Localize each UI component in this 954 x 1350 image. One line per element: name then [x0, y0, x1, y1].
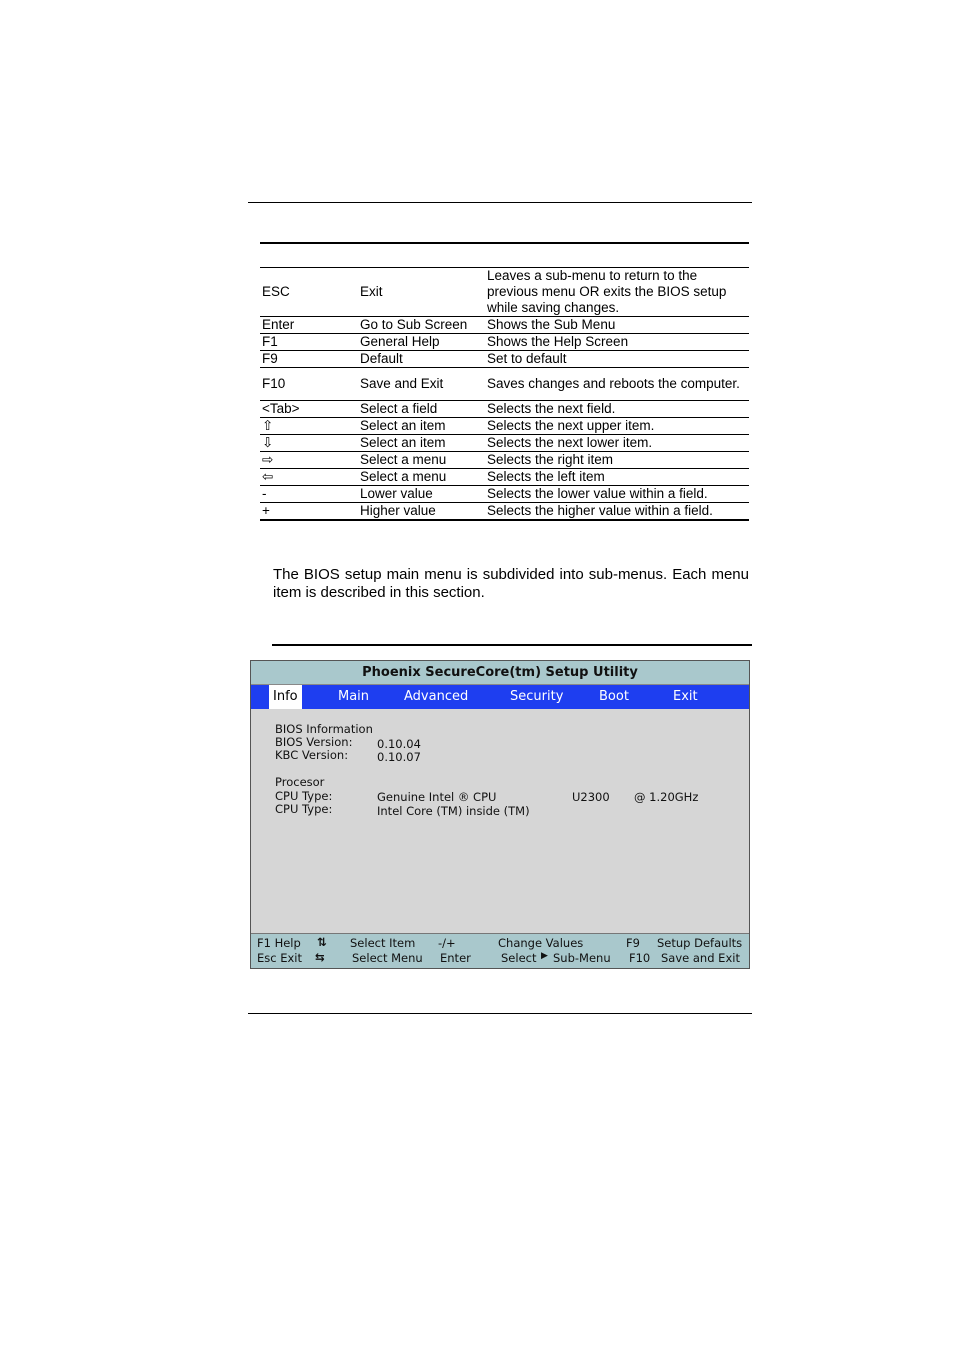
- table-row: [260, 452, 749, 469]
- footer-save-and-exit: Save and Exit: [661, 951, 740, 965]
- section-rule: [272, 644, 752, 646]
- keys-table: [260, 267, 749, 521]
- kbc-version-label: KBC Version:: [275, 748, 349, 762]
- bios-version-value: 0.10.04: [377, 737, 421, 751]
- footer-setup-defaults: Setup Defaults: [657, 936, 743, 950]
- key-cell: F10: [260, 368, 358, 401]
- description-cell: Set to default: [485, 351, 749, 368]
- footer-change-values: Change Values: [498, 936, 584, 950]
- function-cell: Save and Exit: [358, 368, 485, 401]
- footer-select-menu: Select Menu: [352, 951, 423, 965]
- cpu-type-value-2: Intel Core (TM) inside (TM): [377, 804, 530, 818]
- cpu-speed: @ 1.20GHz: [634, 790, 699, 804]
- description-cell: Selects the higher value within a field.: [485, 503, 749, 521]
- bios-version-label: BIOS Version:: [275, 735, 353, 749]
- bios-tab-security[interactable]: Security: [510, 689, 564, 704]
- key-cell: -: [260, 486, 358, 503]
- footer-esc-exit: Esc Exit: [257, 951, 303, 965]
- footer-f1-help: F1 Help: [257, 936, 301, 950]
- key-cell: ESC: [260, 268, 358, 317]
- table-row: [260, 503, 749, 521]
- table-row: [260, 334, 749, 351]
- function-cell: Select an item: [358, 435, 485, 452]
- table-row: [260, 317, 749, 334]
- description-cell: Selects the next upper item.: [485, 418, 749, 435]
- cpu-model: U2300: [572, 790, 610, 804]
- top-rule: [248, 202, 752, 203]
- bottom-rule: [248, 1013, 752, 1014]
- description-cell: Selects the lower value within a field.: [485, 486, 749, 503]
- bios-tab-advanced[interactable]: Advanced: [404, 689, 469, 704]
- description-cell: Selects the next lower item.: [485, 435, 749, 452]
- bios-info-heading: BIOS Information: [275, 722, 373, 736]
- bios-tab-exit[interactable]: Exit: [673, 689, 698, 704]
- cpu-type-label-2: CPU Type:: [275, 802, 333, 816]
- function-cell: Exit: [358, 268, 485, 317]
- key-cell: ⇩: [260, 435, 358, 452]
- bios-screenshot: [250, 660, 750, 969]
- description-cell: Leaves a sub-menu to return to the previous menu OR exits the BIOS setup while saving changes.: [485, 268, 749, 317]
- description-cell: Shows the Sub Menu: [485, 317, 749, 334]
- key-cell: Enter: [260, 317, 358, 334]
- footer-sub-menu: Sub-Menu: [553, 951, 611, 965]
- footer-select-item: Select Item: [350, 936, 416, 950]
- left-right-arrows-icon: ⇆: [315, 950, 325, 964]
- footer-enter: Enter: [440, 951, 471, 965]
- key-cell: ⇨: [260, 452, 358, 469]
- description-cell: Selects the left item: [485, 469, 749, 486]
- footer-f9: F9: [626, 936, 640, 950]
- function-cell: Select a field: [358, 401, 485, 418]
- bios-title: Phoenix SecureCore(tm) Setup Utility: [251, 661, 749, 685]
- table-row: [260, 469, 749, 486]
- table-row: [260, 368, 749, 401]
- key-cell: F9: [260, 351, 358, 368]
- bios-tab-info[interactable]: Info: [269, 685, 302, 709]
- key-cell: F1: [260, 334, 358, 351]
- bios-tab-boot[interactable]: Boot: [599, 689, 629, 704]
- table-row: [260, 418, 749, 435]
- key-cell: +: [260, 503, 358, 521]
- footer-f10: F10: [629, 951, 651, 965]
- cpu-type-value-1: Genuine Intel ® CPU: [377, 790, 497, 804]
- table-row: [260, 486, 749, 503]
- description-cell: Selects the next field.: [485, 401, 749, 418]
- function-cell: Higher value: [358, 503, 485, 521]
- function-cell: Lower value: [358, 486, 485, 503]
- footer-minus-plus: -/+: [438, 936, 456, 950]
- bios-menu-bar: [251, 685, 749, 709]
- key-cell: ⇦: [260, 469, 358, 486]
- up-down-arrows-icon: ⇅: [317, 935, 327, 949]
- function-cell: Select an item: [358, 418, 485, 435]
- processor-heading: Procesor: [275, 775, 325, 789]
- table-row: [260, 401, 749, 418]
- description-cell: Shows the Help Screen: [485, 334, 749, 351]
- cpu-type-label-1: CPU Type:: [275, 789, 333, 803]
- key-cell: <Tab>: [260, 401, 358, 418]
- bios-tab-main[interactable]: Main: [338, 689, 370, 704]
- bios-help-footer: [251, 933, 749, 968]
- table-row: [260, 351, 749, 368]
- description-cell: Selects the right item: [485, 452, 749, 469]
- function-cell: Select a menu: [358, 452, 485, 469]
- key-cell: ⇧: [260, 418, 358, 435]
- table-row: [260, 268, 749, 317]
- kbc-version-value: 0.10.07: [377, 750, 421, 764]
- intro-paragraph: The BIOS setup main menu is subdivided into sub-menus. Each menu item is described in this section.: [273, 566, 749, 601]
- table-top-rule: [260, 242, 749, 244]
- bios-info-panel: [251, 709, 749, 933]
- footer-select: Select: [501, 951, 537, 965]
- table-row: [260, 435, 749, 452]
- function-cell: General Help: [358, 334, 485, 351]
- right-triangle-icon: ▶: [541, 951, 548, 961]
- function-cell: Go to Sub Screen: [358, 317, 485, 334]
- function-cell: Default: [358, 351, 485, 368]
- description-cell: Saves changes and reboots the computer.: [485, 368, 749, 401]
- function-cell: Select a menu: [358, 469, 485, 486]
